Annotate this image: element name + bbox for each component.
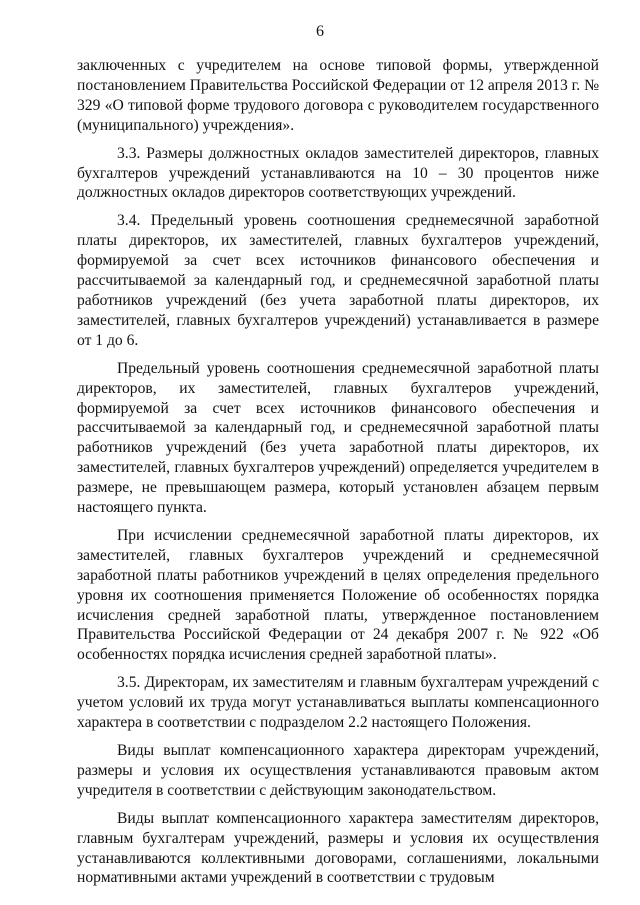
paragraph-3-5: 3.5. Директорам, их заместителям и главным бухгалтерам учреждений с учетом условий их труда могут устанавливаться выплаты компенсационного характера в соответствии с подразделом 2.2 настоящего Положения. [77, 674, 599, 732]
page-number: 6 [316, 23, 324, 40]
document-body [77, 56, 599, 888]
paragraph-continuation: заключенных с учредителем на основе типовой формы, утвержденной постановлением Правительства Российской Федерации от 12 апреля 2013 г. № 329 «О типовой форме трудового договора с руководителем государственного (муниципального) учреждения». [77, 57, 599, 134]
paragraph-3-4: 3.4. Предельный уровень соотношения среднемесячной заработной платы директоров, их заместителей, главных бухгалтеров учреждений, формируемой за счет всех источников финансового обеспечения и рассчитываемой за календарный год, и среднемесячной заработной платы работников учреждений (без учета заработной платы директоров, их заместителей, главных бухгалтеров учреждений) устанавливается в размере от 1 до 6. [77, 212, 599, 349]
paragraph-3-5-third: Виды выплат компенсационного характера заместителям директоров, главным бухгалтерам учреждений, размеры и условия их осуществления устанавливаются коллективными договорами, соглашениями, локальными нормативными актами учреждений в соответствии с трудовым [77, 809, 599, 887]
paragraph-3-4-third: При исчислении среднемесячной заработной платы директоров, их заместителей, главных бухгалтеров учреждений и среднемесячной заработной платы работников учреждений в целях определения предельного уровня их соотношения применяется Положение об особенностях порядка исчисления средней заработной платы, утвержденное постановлением Правительства Российской Федерации от 24 декабря 2007 г. № 922 «Об особенностях порядка исчисления средней заработной платы». [77, 526, 599, 664]
paragraph-3-4-second: Предельный уровень соотношения среднемесячной заработной платы директоров, их заместителей, главных бухгалтеров учреждений, формируемой за счет всех источников финансового обеспечения и рассчитываемой за календарный год, и среднемесячной заработной платы работников учреждений (без учета заработной платы директоров, их заместителей, главных бухгалтеров учреждений) определяется учредителем в размере, не превышающем размера, который установлен абзацем первым настоящего пункта. [77, 359, 599, 517]
paragraph-3-5-second: Виды выплат компенсационного характера директорам учреждений, размеры и условия их осуществления устанавливаются правовым актом учредителя в соответствии с действующим законодательством. [77, 742, 599, 799]
paragraph-3-3: 3.3. Размеры должностных окладов заместителей директоров, главных бухгалтеров учреждений устанавливаются на 10 – 30 процентов ниже должностных окладов директоров соответствующих учреждений. [77, 144, 599, 202]
